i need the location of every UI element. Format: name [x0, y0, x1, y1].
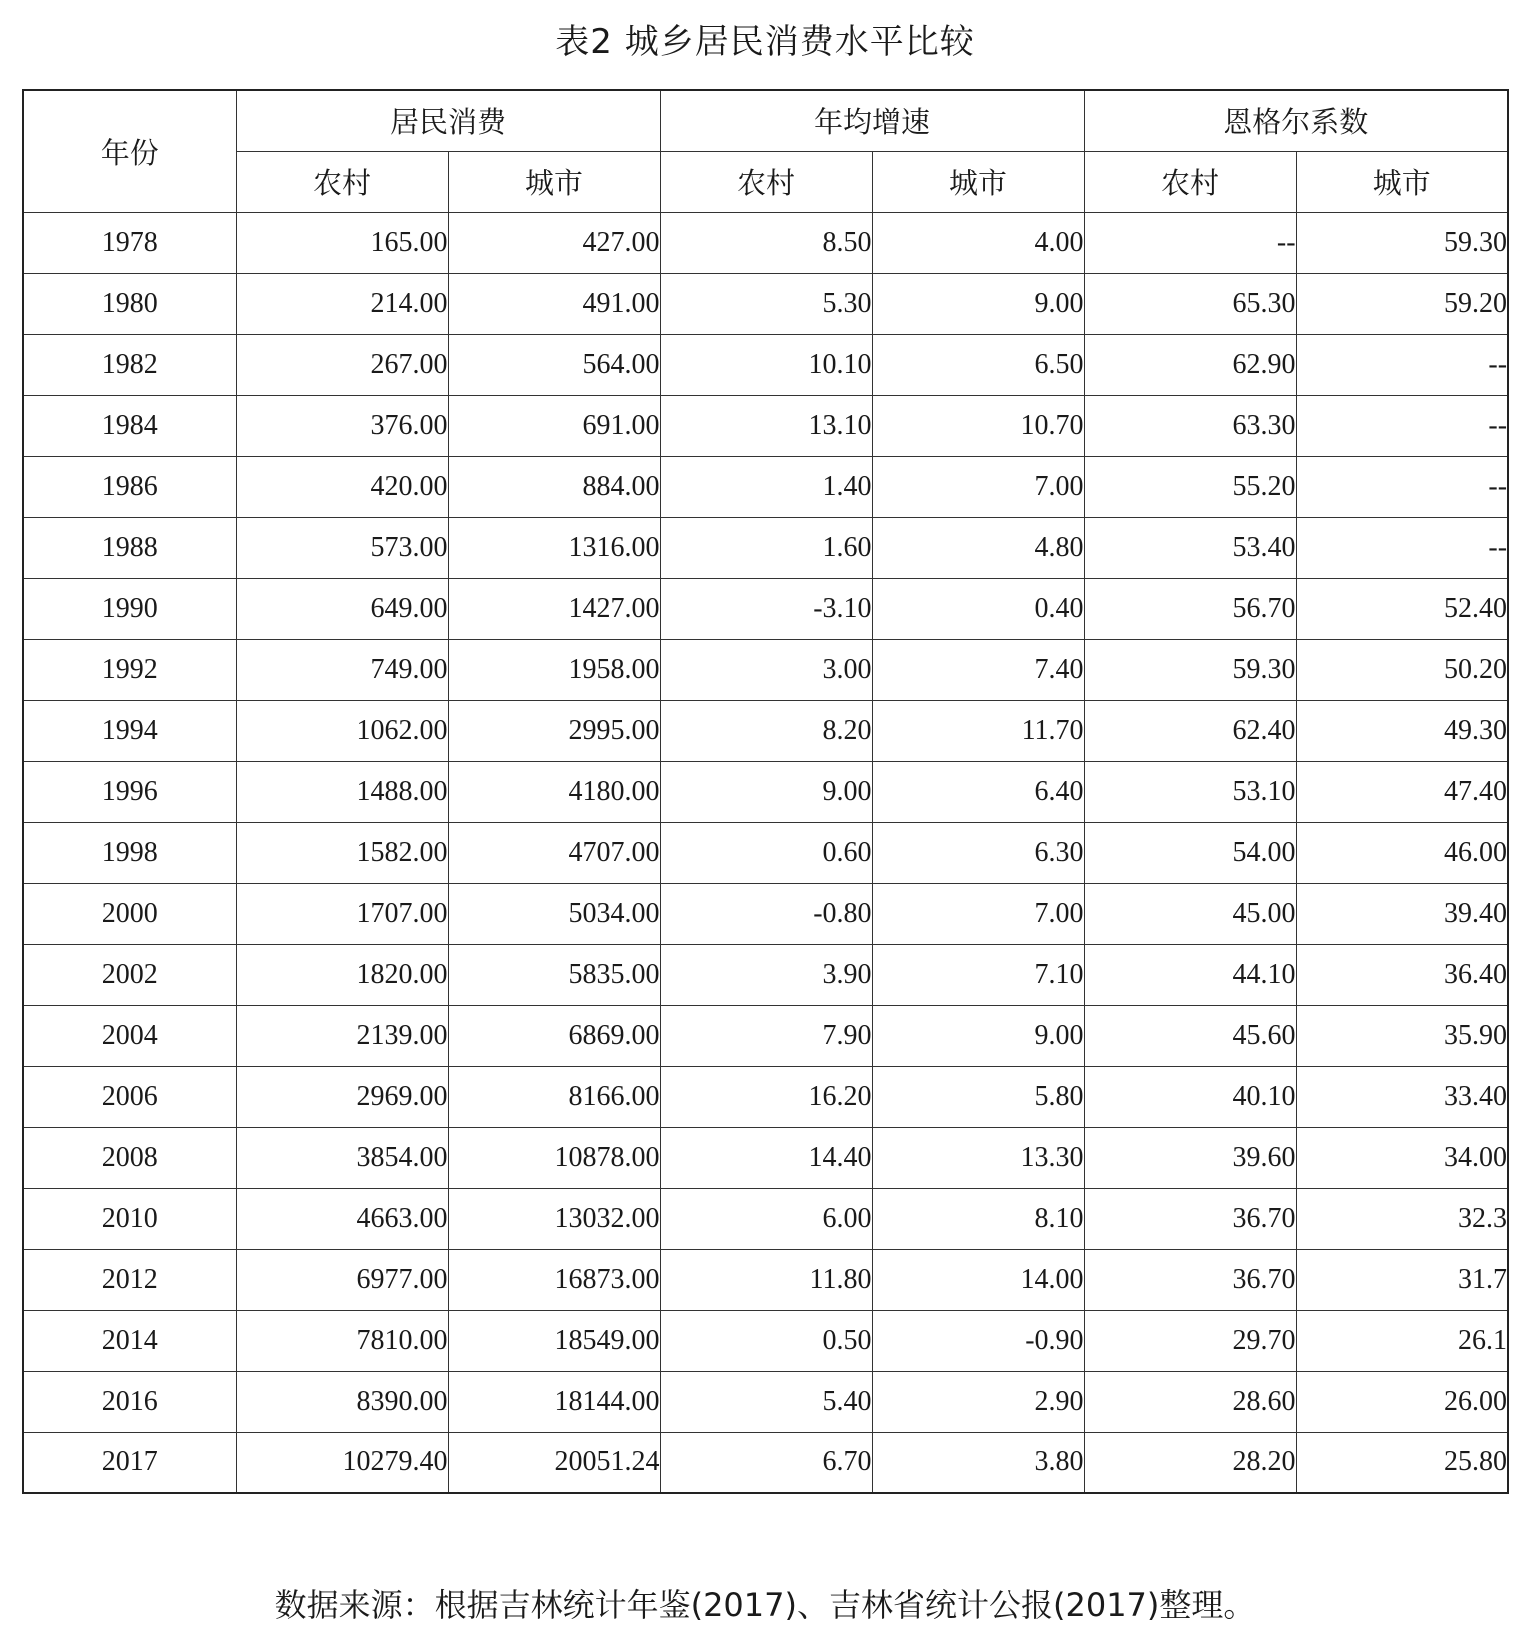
urban-engel-cell: 46.00 [1296, 822, 1508, 883]
urban-consumption-cell: 8166.00 [448, 1066, 660, 1127]
rural-consumption-cell: 6977.00 [236, 1249, 448, 1310]
year-cell: 2014 [23, 1310, 236, 1371]
rural-consumption-cell: 749.00 [236, 639, 448, 700]
rural-growth-cell: 5.40 [660, 1371, 872, 1432]
urban-engel-cell: 47.40 [1296, 761, 1508, 822]
year-cell: 2012 [23, 1249, 236, 1310]
rural-growth-cell: 13.10 [660, 395, 872, 456]
rural-consumption-cell: 573.00 [236, 517, 448, 578]
rural-consumption-cell: 10279.40 [236, 1432, 448, 1493]
year-cell: 1984 [23, 395, 236, 456]
rural-engel-cell: 45.60 [1084, 1005, 1296, 1066]
rural-engel-cell: 54.00 [1084, 822, 1296, 883]
urban-consumption-cell: 884.00 [448, 456, 660, 517]
rural-engel-cell: -- [1084, 212, 1296, 273]
header-sub-urban: 城市 [448, 151, 660, 212]
rural-engel-cell: 53.10 [1084, 761, 1296, 822]
header-row-groups [23, 90, 1508, 151]
rural-consumption-cell: 7810.00 [236, 1310, 448, 1371]
year-cell: 1998 [23, 822, 236, 883]
urban-engel-cell: -- [1296, 456, 1508, 517]
urban-consumption-cell: 20051.24 [448, 1432, 660, 1493]
urban-growth-cell: 0.40 [872, 578, 1084, 639]
table-row [23, 456, 1508, 517]
urban-consumption-cell: 2995.00 [448, 700, 660, 761]
urban-consumption-cell: 13032.00 [448, 1188, 660, 1249]
rural-consumption-cell: 1582.00 [236, 822, 448, 883]
urban-engel-cell: 59.30 [1296, 212, 1508, 273]
rural-consumption-cell: 214.00 [236, 273, 448, 334]
year-cell: 1990 [23, 578, 236, 639]
rural-engel-cell: 28.60 [1084, 1371, 1296, 1432]
header-row-sub [23, 151, 1508, 212]
urban-growth-cell: 7.40 [872, 639, 1084, 700]
urban-consumption-cell: 1427.00 [448, 578, 660, 639]
rural-consumption-cell: 1062.00 [236, 700, 448, 761]
year-cell: 2008 [23, 1127, 236, 1188]
rural-growth-cell: 16.20 [660, 1066, 872, 1127]
rural-engel-cell: 59.30 [1084, 639, 1296, 700]
rural-engel-cell: 63.30 [1084, 395, 1296, 456]
rural-consumption-cell: 649.00 [236, 578, 448, 639]
year-cell: 2000 [23, 883, 236, 944]
rural-growth-cell: 0.60 [660, 822, 872, 883]
urban-growth-cell: 5.80 [872, 1066, 1084, 1127]
urban-growth-cell: 11.70 [872, 700, 1084, 761]
rural-engel-cell: 53.40 [1084, 517, 1296, 578]
urban-engel-cell: 35.90 [1296, 1005, 1508, 1066]
year-cell: 1994 [23, 700, 236, 761]
year-cell: 1992 [23, 639, 236, 700]
header-year: 年份 [23, 90, 236, 212]
rural-engel-cell: 40.10 [1084, 1066, 1296, 1127]
table-row [23, 517, 1508, 578]
rural-consumption-cell: 2969.00 [236, 1066, 448, 1127]
table-header [23, 90, 1508, 212]
rural-growth-cell: 0.50 [660, 1310, 872, 1371]
rural-growth-cell: 8.50 [660, 212, 872, 273]
rural-growth-cell: 7.90 [660, 1005, 872, 1066]
rural-growth-cell: 1.60 [660, 517, 872, 578]
urban-growth-cell: 6.30 [872, 822, 1084, 883]
year-cell: 2004 [23, 1005, 236, 1066]
table-title: 表2 城乡居民消费水平比较 [555, 22, 975, 62]
rural-consumption-cell: 8390.00 [236, 1371, 448, 1432]
urban-engel-cell: 49.30 [1296, 700, 1508, 761]
urban-consumption-cell: 1958.00 [448, 639, 660, 700]
rural-engel-cell: 56.70 [1084, 578, 1296, 639]
rural-consumption-cell: 267.00 [236, 334, 448, 395]
table-row [23, 578, 1508, 639]
urban-growth-cell: 3.80 [872, 1432, 1084, 1493]
urban-growth-cell: 13.30 [872, 1127, 1084, 1188]
rural-engel-cell: 62.40 [1084, 700, 1296, 761]
year-cell: 1982 [23, 334, 236, 395]
rural-growth-cell: 14.40 [660, 1127, 872, 1188]
table-row [23, 700, 1508, 761]
urban-consumption-cell: 18549.00 [448, 1310, 660, 1371]
urban-engel-cell: 52.40 [1296, 578, 1508, 639]
urban-growth-cell: 7.00 [872, 456, 1084, 517]
urban-growth-cell: 8.10 [872, 1188, 1084, 1249]
urban-engel-cell: 31.7 [1296, 1249, 1508, 1310]
rural-growth-cell: -0.80 [660, 883, 872, 944]
rural-growth-cell: 8.20 [660, 700, 872, 761]
rural-engel-cell: 55.20 [1084, 456, 1296, 517]
rural-growth-cell: 6.70 [660, 1432, 872, 1493]
rural-growth-cell: 3.00 [660, 639, 872, 700]
header-sub-urban: 城市 [872, 151, 1084, 212]
urban-consumption-cell: 491.00 [448, 273, 660, 334]
rural-engel-cell: 65.30 [1084, 273, 1296, 334]
table-row [23, 1310, 1508, 1371]
rural-consumption-cell: 165.00 [236, 212, 448, 273]
rural-consumption-cell: 420.00 [236, 456, 448, 517]
table-row [23, 1249, 1508, 1310]
rural-growth-cell: 5.30 [660, 273, 872, 334]
urban-engel-cell: 39.40 [1296, 883, 1508, 944]
year-cell: 2016 [23, 1371, 236, 1432]
year-cell: 2002 [23, 944, 236, 1005]
table-body [23, 212, 1508, 1493]
urban-growth-cell: 2.90 [872, 1371, 1084, 1432]
urban-growth-cell: 7.10 [872, 944, 1084, 1005]
urban-consumption-cell: 10878.00 [448, 1127, 660, 1188]
table-row [23, 212, 1508, 273]
header-group-growth: 年均增速 [660, 90, 1084, 151]
rural-consumption-cell: 3854.00 [236, 1127, 448, 1188]
urban-engel-cell: 36.40 [1296, 944, 1508, 1005]
urban-engel-cell: 59.20 [1296, 273, 1508, 334]
urban-consumption-cell: 691.00 [448, 395, 660, 456]
header-group-engel: 恩格尔系数 [1084, 90, 1508, 151]
rural-growth-cell: 6.00 [660, 1188, 872, 1249]
rural-engel-cell: 39.60 [1084, 1127, 1296, 1188]
urban-growth-cell: 4.00 [872, 212, 1084, 273]
rural-growth-cell: 9.00 [660, 761, 872, 822]
table-row [23, 1127, 1508, 1188]
urban-engel-cell: -- [1296, 517, 1508, 578]
urban-growth-cell: 6.40 [872, 761, 1084, 822]
urban-engel-cell: 26.1 [1296, 1310, 1508, 1371]
table-row [23, 639, 1508, 700]
rural-growth-cell: 10.10 [660, 334, 872, 395]
urban-engel-cell: 32.3 [1296, 1188, 1508, 1249]
year-cell: 2006 [23, 1066, 236, 1127]
rural-growth-cell: 3.90 [660, 944, 872, 1005]
table-row [23, 761, 1508, 822]
urban-engel-cell: 33.40 [1296, 1066, 1508, 1127]
table-row [23, 883, 1508, 944]
year-cell: 2010 [23, 1188, 236, 1249]
urban-consumption-cell: 427.00 [448, 212, 660, 273]
year-cell: 1986 [23, 456, 236, 517]
urban-engel-cell: 34.00 [1296, 1127, 1508, 1188]
rural-engel-cell: 45.00 [1084, 883, 1296, 944]
urban-consumption-cell: 1316.00 [448, 517, 660, 578]
table-row [23, 395, 1508, 456]
urban-consumption-cell: 4180.00 [448, 761, 660, 822]
urban-engel-cell: -- [1296, 395, 1508, 456]
header-sub-rural: 农村 [236, 151, 448, 212]
consumption-table [22, 89, 1509, 1494]
urban-engel-cell: 26.00 [1296, 1371, 1508, 1432]
table-row [23, 1005, 1508, 1066]
urban-consumption-cell: 6869.00 [448, 1005, 660, 1066]
urban-growth-cell: 6.50 [872, 334, 1084, 395]
urban-growth-cell: 7.00 [872, 883, 1084, 944]
table-row [23, 1066, 1508, 1127]
urban-growth-cell: 14.00 [872, 1249, 1084, 1310]
urban-engel-cell: 25.80 [1296, 1432, 1508, 1493]
year-cell: 2017 [23, 1432, 236, 1493]
year-cell: 1978 [23, 212, 236, 273]
table-row [23, 1188, 1508, 1249]
data-source-note: 数据来源：根据吉林统计年鉴(2017)、吉林省统计公报(2017)整理。 [274, 1586, 1256, 1624]
urban-growth-cell: 10.70 [872, 395, 1084, 456]
urban-engel-cell: -- [1296, 334, 1508, 395]
table-row [23, 822, 1508, 883]
urban-engel-cell: 50.20 [1296, 639, 1508, 700]
rural-engel-cell: 28.20 [1084, 1432, 1296, 1493]
urban-consumption-cell: 5835.00 [448, 944, 660, 1005]
header-group-consumption: 居民消费 [236, 90, 660, 151]
header-sub-urban: 城市 [1296, 151, 1508, 212]
urban-growth-cell: -0.90 [872, 1310, 1084, 1371]
urban-growth-cell: 9.00 [872, 273, 1084, 334]
urban-consumption-cell: 5034.00 [448, 883, 660, 944]
rural-consumption-cell: 1707.00 [236, 883, 448, 944]
rural-engel-cell: 36.70 [1084, 1188, 1296, 1249]
rural-engel-cell: 44.10 [1084, 944, 1296, 1005]
rural-consumption-cell: 4663.00 [236, 1188, 448, 1249]
table-row [23, 273, 1508, 334]
header-sub-rural: 农村 [1084, 151, 1296, 212]
year-cell: 1980 [23, 273, 236, 334]
urban-consumption-cell: 564.00 [448, 334, 660, 395]
rural-engel-cell: 36.70 [1084, 1249, 1296, 1310]
rural-consumption-cell: 376.00 [236, 395, 448, 456]
rural-growth-cell: 11.80 [660, 1249, 872, 1310]
header-sub-rural: 农村 [660, 151, 872, 212]
urban-consumption-cell: 18144.00 [448, 1371, 660, 1432]
table-row [23, 334, 1508, 395]
table-row [23, 1432, 1508, 1493]
rural-consumption-cell: 1820.00 [236, 944, 448, 1005]
rural-engel-cell: 29.70 [1084, 1310, 1296, 1371]
urban-consumption-cell: 4707.00 [448, 822, 660, 883]
table-row [23, 944, 1508, 1005]
year-cell: 1988 [23, 517, 236, 578]
rural-consumption-cell: 2139.00 [236, 1005, 448, 1066]
urban-growth-cell: 9.00 [872, 1005, 1084, 1066]
rural-growth-cell: 1.40 [660, 456, 872, 517]
rural-growth-cell: -3.10 [660, 578, 872, 639]
year-cell: 1996 [23, 761, 236, 822]
urban-consumption-cell: 16873.00 [448, 1249, 660, 1310]
urban-growth-cell: 4.80 [872, 517, 1084, 578]
table-row [23, 1371, 1508, 1432]
rural-engel-cell: 62.90 [1084, 334, 1296, 395]
rural-consumption-cell: 1488.00 [236, 761, 448, 822]
